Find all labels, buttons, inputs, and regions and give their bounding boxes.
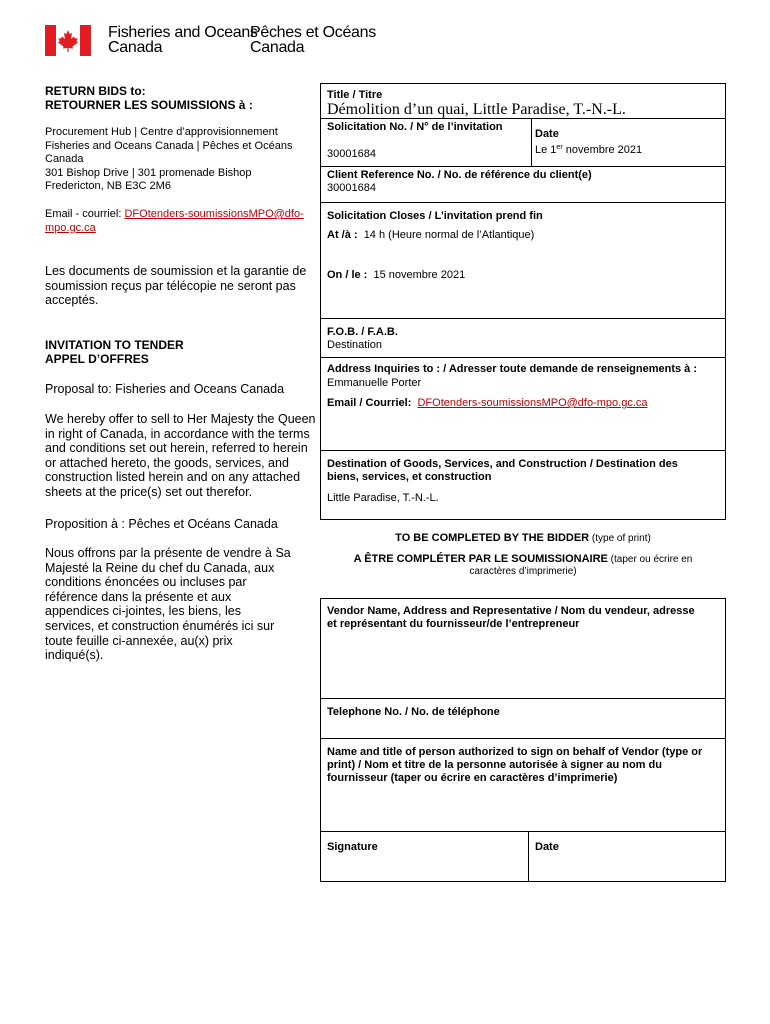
offer-fr-line: toute feuille ci-annexée, au(x) prix xyxy=(45,633,233,648)
date-value-prefix: Le 1 xyxy=(535,144,557,156)
invitation-heading-en: INVITATION TO TENDER xyxy=(45,338,184,352)
divider xyxy=(320,450,726,451)
signatory-label-line: Name and title of person authorized to sign on behalf of Vendor (type or xyxy=(327,746,703,758)
on-label: On / le : xyxy=(327,269,368,281)
signatory-field[interactable] xyxy=(327,746,702,785)
offer-fr-line: Majesté la Reine du chef du Canada, aux xyxy=(45,560,275,575)
solicitation-value: 30001684 xyxy=(327,148,376,160)
divider xyxy=(320,202,726,203)
bidder-heading-en-note: (type of print) xyxy=(589,533,651,544)
bidder-heading-fr-note: (taper ou écrire en xyxy=(607,554,693,565)
client-ref-label: Client Reference No. / No. de référence du client(e) xyxy=(327,169,592,181)
return-email xyxy=(45,208,320,235)
destination-label-line: Destination of Goods, Services, and Construction / Destination des xyxy=(327,458,678,470)
date-value-suffix: novembre 2021 xyxy=(562,144,643,156)
offer-fr-line: Nous offrons par la présente de vendre à Sa xyxy=(45,546,291,560)
offer-en xyxy=(45,412,325,500)
signatory-label-line: fournisseur (taper ou écrire en caractères d’imprimerie) xyxy=(327,772,618,784)
date-value-sup: er xyxy=(556,144,563,151)
divider xyxy=(320,831,726,832)
wordmark-en-line2: Canada xyxy=(108,39,163,56)
fax-notice-line: soumission reçus par télécopie ne seront pas xyxy=(45,278,296,293)
bidder-heading-fr-note-cont: caractères d’imprimerie) xyxy=(469,566,577,577)
offer-fr-line: appendices ci-jointes, les biens, les xyxy=(45,604,241,619)
bidder-heading-fr xyxy=(320,553,726,566)
wordmark-fr-line2: Canada xyxy=(250,39,305,56)
at-label: At /à : xyxy=(327,229,358,241)
return-bids-heading-en: RETURN BIDS to: xyxy=(45,84,146,98)
date-value xyxy=(535,141,642,157)
address-line: Procurement Hub | Centre d’approvisionnement xyxy=(45,126,278,138)
return-bids-heading-fr: RETOURNER LES SOUMISSIONS à : xyxy=(45,98,253,112)
return-address xyxy=(45,126,320,194)
vendor-label-line: et représentant du fournisseur/de l’entrepreneur xyxy=(327,618,580,630)
offer-fr-line: indiqué(s). xyxy=(45,648,104,663)
address-line: Fredericton, NB E3C 2M6 xyxy=(45,180,171,192)
solicitation-label: Solicitation No. / N° de l’invitation xyxy=(327,121,503,133)
invitation-heading-fr: APPEL D’OFFRES xyxy=(45,352,149,366)
address-line: 301 Bishop Drive | 301 promenade Bishop xyxy=(45,166,252,179)
address-line: Fisheries and Oceans Canada | Pêches et Océans xyxy=(45,139,293,152)
destination-label xyxy=(327,458,678,484)
canada-flag-icon xyxy=(45,25,91,56)
inquiries-email-link[interactable]: DFOtenders-soumissionsMPO@dfo-mpo.gc.ca xyxy=(417,397,648,409)
offer-en-line: sheets at the price(s) set out therefor. xyxy=(45,484,253,499)
fax-notice xyxy=(45,264,320,308)
bidder-heading-en-bold: TO BE COMPLETED BY THE BIDDER xyxy=(395,532,590,544)
signature-date-field[interactable]: Date xyxy=(535,841,559,853)
divider xyxy=(320,698,726,699)
at-value: 14 h (Heure normal de l’Atlantique) xyxy=(363,229,535,241)
proposal-en: Proposal to: Fisheries and Oceans Canada xyxy=(45,382,285,396)
divider xyxy=(528,831,529,882)
divider xyxy=(531,118,532,166)
signature-field[interactable]: Signature xyxy=(327,841,378,853)
address-line: Canada xyxy=(45,153,84,165)
offer-en-line: We hereby offer to sell to Her Majesty the Queen xyxy=(45,412,316,426)
bidder-heading-en xyxy=(320,532,726,545)
inquiries-email xyxy=(327,397,648,410)
offer-en-line: or attached hereto, the goods, services, and xyxy=(45,455,289,470)
return-email-link-cont[interactable]: mpo.gc.ca xyxy=(45,221,96,234)
divider xyxy=(320,318,726,319)
return-email-link[interactable]: DFOtenders-soumissionsMPO@dfo- xyxy=(124,208,304,220)
inquiries-label: Address Inquiries to : / Adresser toute demande de renseignements à : xyxy=(327,363,698,375)
fob-value: Destination xyxy=(327,339,383,351)
on-value: 15 novembre 2021 xyxy=(373,269,466,281)
vendor-field[interactable] xyxy=(327,605,695,631)
destination-label-line: biens, services, et construction xyxy=(327,471,492,483)
client-ref-value: 30001684 xyxy=(327,182,376,194)
divider xyxy=(320,166,726,167)
destination-value: Little Paradise, T.-N.-L. xyxy=(327,492,439,504)
telephone-field[interactable]: Telephone No. / No. de téléphone xyxy=(327,706,500,718)
closes-at xyxy=(327,229,534,242)
offer-en-line: construction listed herein and on any attached xyxy=(45,470,301,485)
offer-fr-line: services, et construction énumérés ici sur xyxy=(45,618,275,633)
offer-fr-line: référence dans la présente et aux xyxy=(45,589,232,604)
email-label: Email - courriel: xyxy=(45,208,125,220)
fax-notice-line: acceptés. xyxy=(45,293,99,308)
department-wordmark-en xyxy=(108,25,258,55)
inquiries-value: Emmanuelle Porter xyxy=(327,377,422,389)
title-value: Démolition d’un quai, Little Paradise, T.-N.-L. xyxy=(327,101,626,118)
vendor-label-line: Vendor Name, Address and Representative / Nom du vendeur, adresse xyxy=(327,605,695,617)
invitation-heading xyxy=(45,338,184,366)
signatory-label-line: print) / Nom et titre de la personne autorisée à signer au nom du xyxy=(327,759,662,771)
divider xyxy=(320,357,726,358)
date-label: Date xyxy=(535,128,559,140)
divider xyxy=(320,738,726,739)
offer-fr xyxy=(45,546,325,663)
offer-fr-line: conditions énoncées ou incluses par xyxy=(45,575,247,590)
department-wordmark-fr xyxy=(250,25,376,55)
return-bids-heading xyxy=(45,84,253,112)
proposal-fr: Proposition à : Pêches et Océans Canada xyxy=(45,517,278,531)
bidder-box xyxy=(320,598,726,882)
closes-on xyxy=(327,269,465,282)
closes-label: Solicitation Closes / L’invitation prend fin xyxy=(327,210,543,222)
bidder-heading-fr-bold: A ÊTRE COMPLÉTER PAR LE SOUMISSIONAIRE xyxy=(353,553,608,565)
fob-label: F.O.B. / F.A.B. xyxy=(327,326,398,338)
offer-en-line: in right of Canada, in accordance with the terms xyxy=(45,426,310,441)
wordmark-fr-line1: Pêches et Océans xyxy=(250,24,376,41)
tender-info-box xyxy=(320,83,726,520)
inquiries-email-label: Email / Courriel: xyxy=(327,397,412,409)
offer-en-line: and conditions set out herein, referred to herein xyxy=(45,441,308,456)
title-label: Title / Titre xyxy=(327,89,383,101)
fax-notice-line: Les documents de soumission et la garantie de xyxy=(45,264,307,278)
wordmark-en-line1: Fisheries and Oceans xyxy=(108,24,258,41)
